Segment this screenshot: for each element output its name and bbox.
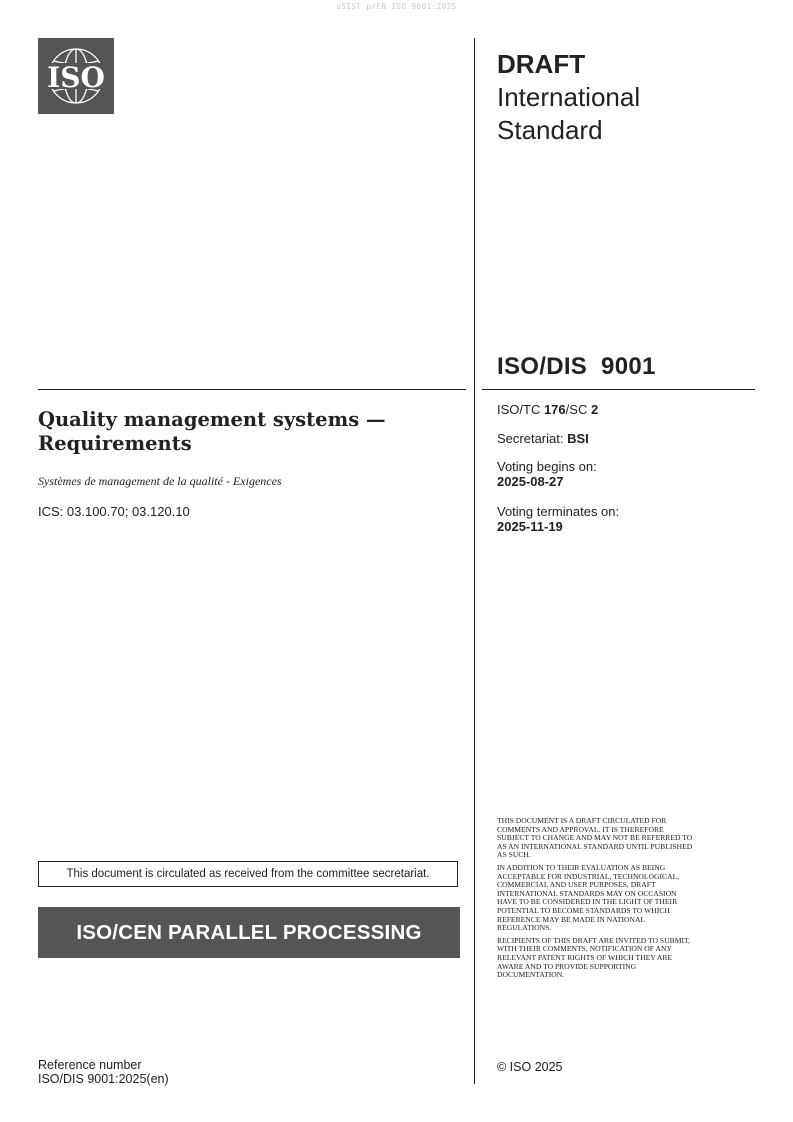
- voting-begins-label: Voting begins on:: [497, 459, 597, 474]
- reference-number: [38, 1059, 169, 1086]
- circulated-notice: This document is circulated as received from the committee secretariat.: [38, 861, 458, 887]
- tc-number: 176: [543, 402, 566, 417]
- voting-terminates: [497, 504, 757, 534]
- voting-ends-label: Voting terminates on:: [497, 504, 620, 519]
- right-rule: [482, 389, 755, 390]
- draft-notice: [497, 817, 697, 984]
- column-divider: [474, 38, 475, 1084]
- standard-line1: International: [497, 82, 641, 112]
- voting-begins-date: 2025-08-27: [497, 474, 564, 489]
- iso-logo: [38, 38, 114, 114]
- notice-paragraph-3: RECIPIENTS OF THIS DRAFT ARE INVITED TO SUBMIT, WITH THEIR COMMENTS, NOTIFICATION OF ANY RELEVANT PATENT RIGHTS OF WHICH THEY ARE AWARE AND TO PROVIDE SUPPORTING DOCUMENTATION.: [497, 935, 690, 980]
- draft-heading: [497, 48, 757, 147]
- notice-paragraph-2: IN ADDITION TO THEIR EVALUATION AS BEING ACCEPTABLE FOR INDUSTRIAL, TECHNOLOGICAL, COMMERCIAL AND USER PURPOSES, DRAFT INTERNATIONAL STANDARDS MAY ON OCCASION HAVE TO BE CONSIDERED IN THE LIGHT OF THEIR POTENTIAL TO BECOME STANDARDS TO WHICH REFERENCE MAY BE MADE IN NATIONAL REGULATIONS.: [497, 862, 680, 933]
- french-title: Systèmes de management de la qualité - Exigences: [38, 474, 282, 488]
- english-title-line2: Requirements: [38, 432, 192, 455]
- voting-ends-date: 2025-11-19: [497, 519, 563, 534]
- left-rule: [38, 389, 466, 390]
- watermark: oSIST prEN ISO 9001:2025: [336, 2, 457, 11]
- sc-prefix: /SC: [565, 402, 591, 417]
- sc-number: 2: [590, 402, 599, 417]
- committee-info: [497, 402, 757, 417]
- copyright: © ISO 2025: [497, 1060, 563, 1074]
- secretariat-label: Secretariat:: [497, 431, 568, 446]
- voting-begins: [497, 459, 757, 489]
- notice-paragraph-1: THIS DOCUMENT IS A DRAFT CIRCULATED FOR COMMENTS AND APPROVAL. IT IS THEREFORE SUBJECT TO CHANGE AND MAY NOT BE REFERRED TO AS AN INTERNATIONAL STANDARD UNTIL PUBLISHED AS SUCH.: [497, 816, 693, 860]
- committee-prefix: ISO/TC: [497, 402, 544, 417]
- iso-logo-text: ISO: [47, 61, 105, 94]
- document-id: ISO/DIS 9001: [497, 353, 656, 380]
- reference-label: Reference number: [38, 1058, 142, 1072]
- parallel-processing-banner: ISO/CEN PARALLEL PROCESSING: [38, 907, 460, 958]
- english-title: [38, 408, 458, 456]
- secretariat-info: [497, 431, 757, 446]
- standard-line2: Standard: [497, 115, 603, 145]
- iso-globe-logo-icon: [38, 38, 114, 114]
- english-title-line1: Quality management systems —: [38, 408, 386, 431]
- secretariat-value: BSI: [567, 431, 589, 446]
- draft-label: DRAFT: [497, 49, 586, 79]
- reference-value: ISO/DIS 9001:2025(en): [38, 1071, 169, 1086]
- ics-codes: ICS: 03.100.70; 03.120.10: [38, 504, 190, 519]
